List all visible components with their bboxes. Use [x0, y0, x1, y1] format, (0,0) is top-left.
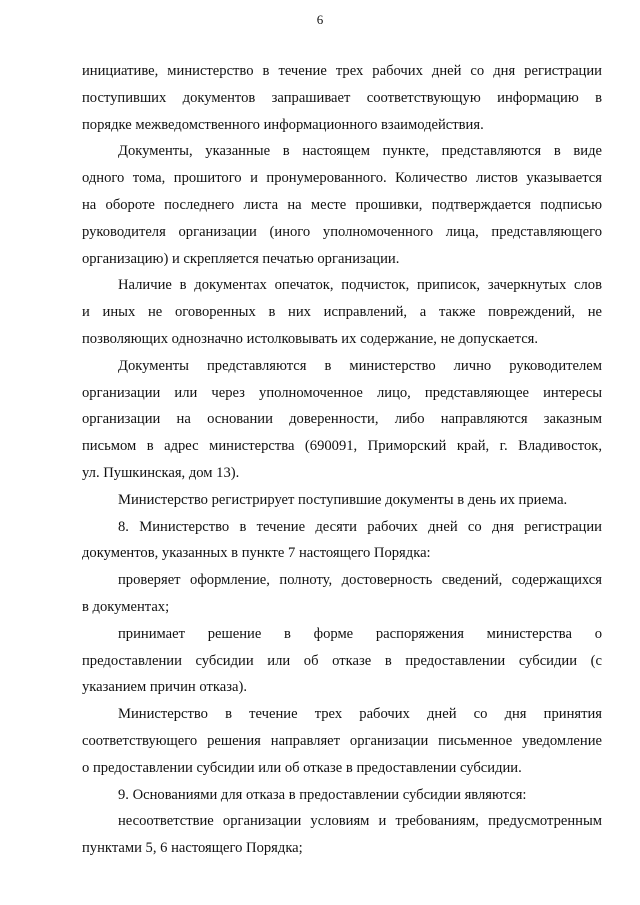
- paragraph: [82, 621, 602, 701]
- paragraph-line: Документы представляются в министерство лично руководителем: [118, 357, 602, 374]
- paragraph: [82, 272, 602, 352]
- paragraph-line: Наличие в документах опечаток, подчисток, приписок, зачеркнутых слов: [118, 277, 602, 294]
- paragraph-line: письмом в адрес министерства (690091, Приморский край, г. Владивосток,: [82, 438, 602, 455]
- paragraph-line: предоставлении субсидии или об отказе в предоставлении субсидии (с: [82, 652, 602, 669]
- paragraph-line: организации или через уполномоченное лицо, представляющее интересы: [82, 384, 602, 401]
- paragraph-line: позволяющих однозначно истолковывать их содержание, не допускается.: [82, 330, 539, 347]
- paragraph-line: пунктами 5, 6 настоящего Порядка;: [82, 840, 303, 857]
- paragraph-line: в документах;: [82, 598, 170, 615]
- paragraph-line: ул. Пушкинская, дом 13).: [82, 464, 240, 481]
- paragraph-line: организации на основании доверенности, либо направляются заказным: [82, 411, 602, 428]
- paragraph-line: порядке межведомственного информационного взаимодействия.: [82, 116, 484, 133]
- paragraph-line: проверяет оформление, полноту, достоверность сведений, содержащихся: [118, 572, 602, 589]
- paragraph-line: принимает решение в форме распоряжения министерства о: [118, 625, 602, 642]
- paragraph-line: Министерство в течение трех рабочих дней со дня принятия: [118, 706, 602, 723]
- paragraph-line: несоответствие организации условиям и требованиям, предусмотренным: [118, 813, 602, 830]
- paragraph-line: указанием причин отказа).: [82, 679, 247, 696]
- paragraph: [82, 514, 602, 568]
- paragraph-line: 8. Министерство в течение десяти рабочих дней со дня регистрации: [118, 518, 602, 535]
- paragraph-line: о предоставлении субсидии или об отказе в предоставлении субсидии.: [82, 759, 522, 776]
- paragraph: [82, 353, 602, 487]
- paragraph-line: руководителя организации (иного уполномоченного лица, представляющего: [82, 223, 602, 240]
- paragraph: [82, 782, 602, 809]
- paragraph-line: на обороте последнего листа на месте прошивки, подтверждается подписью: [82, 196, 602, 213]
- paragraph: [82, 138, 602, 272]
- paragraph-line: инициативе, министерство в течение трех рабочих дней со дня регистрации: [82, 63, 602, 79]
- paragraph-line: одного тома, прошитого и пронумерованного. Количество листов указывается: [82, 170, 602, 187]
- paragraph: [82, 701, 602, 781]
- paragraph: [82, 808, 602, 862]
- paragraph-line: Министерство регистрирует поступившие документы в день их приема.: [118, 491, 568, 508]
- paragraph-line: поступивших документов запрашивает соответствующую информацию в: [82, 89, 602, 106]
- paragraph: [82, 487, 602, 514]
- paragraph: [82, 567, 602, 621]
- page-number: 6: [316, 12, 324, 27]
- paragraph-line: и иных не оговоренных в них исправлений, а также повреждений, не: [82, 304, 602, 321]
- paragraph-line: документов, указанных в пункте 7 настоящего Порядка:: [82, 545, 431, 562]
- paragraph-line: организацию) и скрепляется печатью организации.: [82, 250, 400, 267]
- paragraph-line: Документы, указанные в настоящем пункте, представляются в виде: [118, 143, 602, 160]
- document-body: [82, 58, 602, 862]
- paragraph-line: соответствующего решения направляет организации письменное уведомление: [82, 732, 602, 749]
- paragraph: [82, 58, 602, 138]
- paragraph-line: 9. Основаниями для отказа в предоставлении субсидии являются:: [118, 786, 527, 803]
